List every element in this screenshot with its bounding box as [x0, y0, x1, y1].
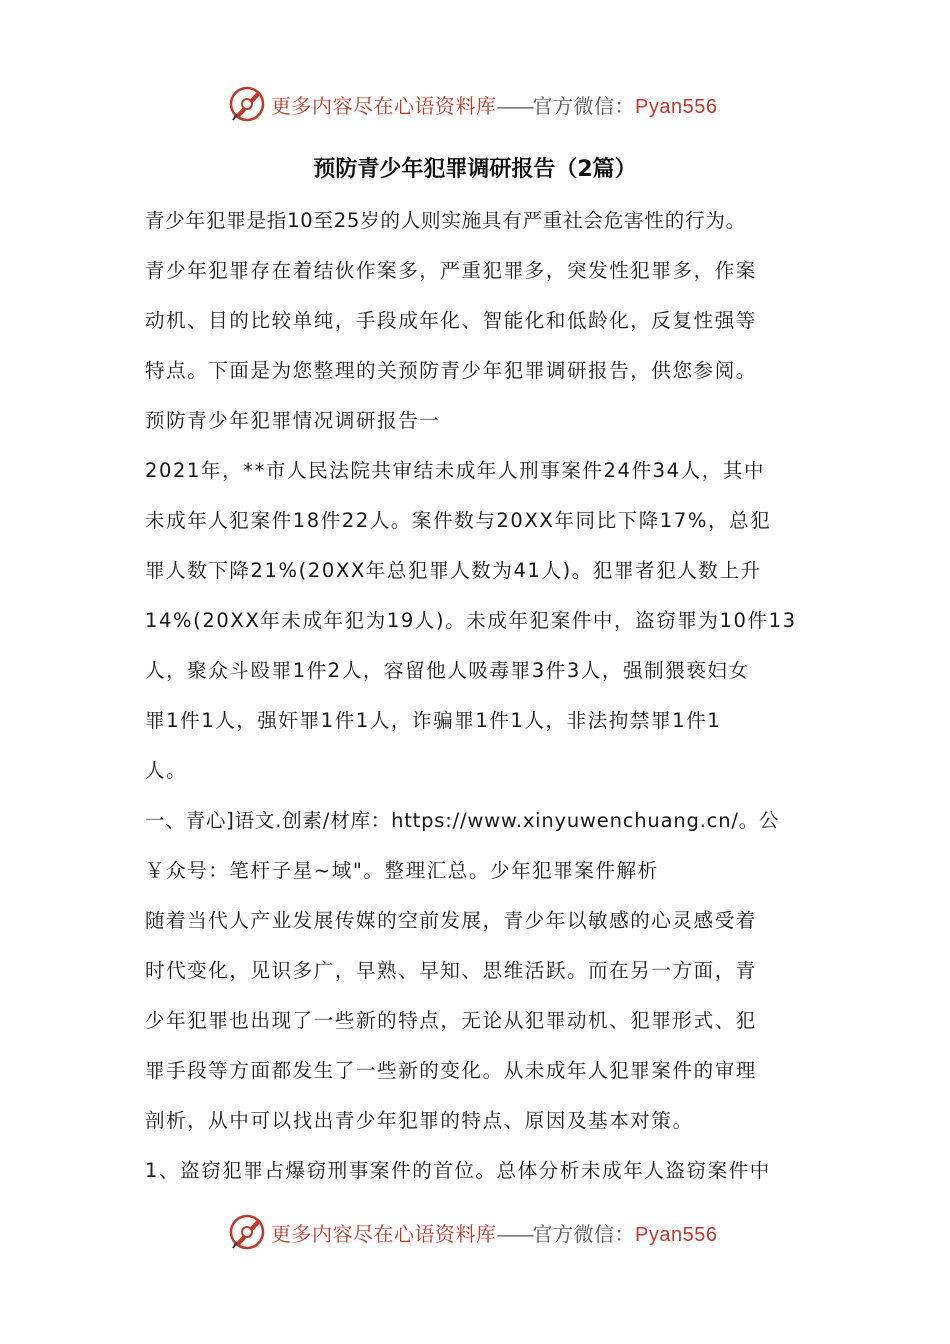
banner-wechat-id: Pyan556: [635, 1223, 718, 1246]
text-line: 少年犯罪也出现了一些新的特点，无论从犯罪动机、犯罪形式、犯: [145, 1009, 757, 1032]
quill-logo-icon: [227, 84, 267, 124]
quill-logo-icon: [227, 1212, 267, 1252]
banner-dash: ——: [496, 93, 533, 118]
section-heading: 预防青少年犯罪情况调研报告一: [145, 409, 441, 432]
banner-text: 更多内容尽在心语资料库: [271, 1221, 497, 1246]
text-line: 青少年犯罪存在着结伙作案多，严重犯罪多，突发性犯罪多，作案: [145, 259, 757, 282]
banner-wechat-label: 官方微信：: [532, 1221, 635, 1246]
banner-wechat-label: 官方微信：: [532, 93, 635, 118]
text-line: 时代变化，见识多广，早熟、早知、思维活跃。而在另一方面，青: [145, 959, 757, 982]
text-line: 罪1件1人，强奸罪1件1人，诈骗罪1件1人，非法拘禁罪1件1: [145, 709, 722, 732]
text-line: 青少年犯罪是指10至25岁的人则实施具有严重社会危害性的行为。: [145, 209, 746, 232]
banner-text: 更多内容尽在心语资料库: [271, 93, 497, 118]
header-banner: [227, 84, 727, 124]
text-line: 2021年，**市人民法院共审结未成年人刑事案件24件34人，其中: [145, 459, 766, 482]
text-line: 随着当代人产业发展传媒的空前发展，青少年以敏感的心灵感受着: [145, 909, 757, 932]
banner-dash: ——: [496, 1221, 533, 1246]
text-line: 罪人数下降21%(20XX年总犯罪人数为41人)。犯罪者犯人数上升: [145, 559, 762, 582]
text-line: 特点。下面是为您整理的关预防青少年犯罪调研报告，供您参阅。: [145, 359, 757, 382]
footer-banner: [227, 1212, 727, 1252]
document-body: [145, 196, 825, 1196]
text-line: 14%(20XX年未成年犯为19人)。未成年犯案件中，盗窃罪为10件13: [145, 609, 797, 632]
text-line: 未成年人犯案件18件22人。案件数与20XX年同比下降17%，总犯: [145, 509, 772, 532]
text-line: 剖析，从中可以找出青少年犯罪的特点、原因及基本对策。: [145, 1109, 694, 1132]
text-line: 罪手段等方面都发生了一些新的变化。从未成年人犯罪案件的审理: [145, 1059, 757, 1082]
text-line: 动机、目的比较单纯，手段成年化、智能化和低龄化，反复性强等: [145, 309, 757, 332]
text-line: ￥众号：笔杆子星~域"。整理汇总。少年犯罪案件解析: [145, 859, 659, 882]
text-line: 1、盗窃犯罪占爆窃刑事案件的首位。总体分析未成年人盗窃案件中: [145, 1159, 771, 1182]
text-line: 人，聚众斗殴罪1件2人，容留他人吸毒罪3件3人，强制猥亵妇女: [145, 659, 750, 682]
document-title: 预防青少年犯罪调研报告（2篇）: [313, 157, 637, 182]
text-line: 人。: [145, 759, 188, 782]
text-line: 一、青心]语文.创素/材库：https://www.xinyuwenchuang.cn/。公: [145, 809, 780, 832]
banner-wechat-id: Pyan556: [635, 95, 718, 118]
